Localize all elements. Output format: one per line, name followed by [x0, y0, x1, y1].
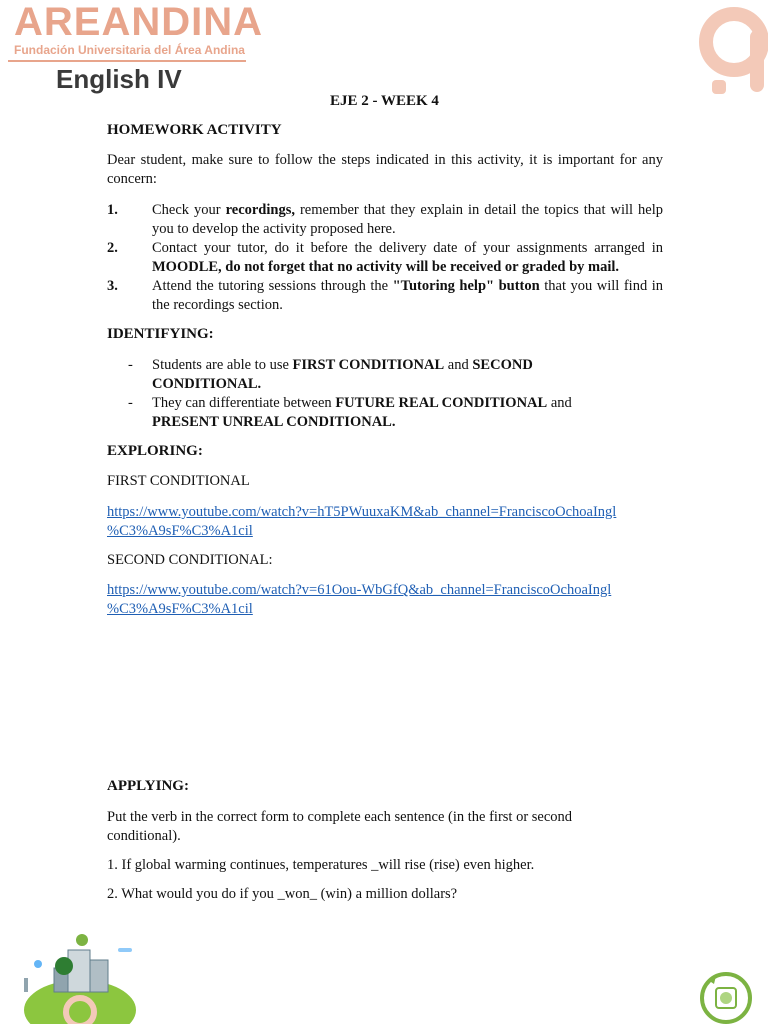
- course-title: English IV: [56, 64, 182, 94]
- brand-subtitle: Fundación Universitaria del Área Andina: [14, 43, 245, 57]
- step-item: [107, 277, 663, 315]
- brand-divider: [8, 60, 246, 62]
- second-conditional-link-line1[interactable]: https://www.youtube.com/watch?v=61Oou-WbGfQ&ab_channel=FranciscoOchoaIngl: [107, 582, 612, 598]
- bullet-dash: -: [128, 395, 133, 411]
- second-conditional-link-line2[interactable]: %C3%A9sF%C3%A1cil: [107, 601, 253, 617]
- step-text: [152, 201, 663, 239]
- bold-text-run: FUTURE REAL CONDITIONAL: [335, 395, 548, 411]
- first-conditional-link[interactable]: [107, 503, 667, 541]
- text-run: and: [444, 357, 473, 373]
- page-title: EJE 2 - WEEK 4: [330, 93, 439, 109]
- applying-heading: APPLYING:: [107, 778, 189, 794]
- recycle-seal-icon: [690, 966, 760, 1024]
- text-run: remember that they explain in detail the topics that will help you to develop the activity proposed here.: [152, 202, 663, 237]
- step-number: 2.: [107, 240, 118, 256]
- text-run: Contact your tutor, do it before the delivery date of your assignments arranged in: [152, 240, 663, 256]
- brand-logo-text: AREANDINA: [14, 0, 263, 44]
- step-number: 1.: [107, 202, 118, 218]
- text-run: Students are able to use: [152, 357, 293, 373]
- step-text: [152, 277, 663, 315]
- identifying-item: [128, 356, 568, 394]
- first-conditional-label: FIRST CONDITIONAL: [107, 473, 250, 489]
- areandina-a-logo-icon: [694, 0, 768, 94]
- bold-text-run: MOODLE, do not forget that no activity will be received or graded by mail.: [152, 259, 620, 275]
- exercise-1: 1. If global warming continues, temperatures _will rise (rise) even higher.: [107, 857, 535, 873]
- bold-text-run: recordings,: [225, 202, 295, 218]
- applying-instruction: Put the verb in the correct form to complete each sentence (in the first or second conditional).: [107, 809, 573, 844]
- exploring-heading: EXPLORING:: [107, 443, 203, 459]
- text-run: and: [547, 395, 572, 411]
- first-conditional-link-line2[interactable]: %C3%A9sF%C3%A1cil: [107, 523, 253, 539]
- identifying-item: [128, 394, 598, 432]
- homework-heading: HOMEWORK ACTIVITY: [107, 122, 282, 138]
- second-conditional-label: SECOND CONDITIONAL:: [107, 552, 273, 568]
- identifying-heading: IDENTIFYING:: [107, 326, 214, 342]
- bold-text-run: "Tutoring help" button: [392, 278, 540, 294]
- bold-text-run: SECOND CONDITIONAL.: [152, 357, 533, 392]
- identifying-text: [152, 394, 598, 432]
- second-conditional-link[interactable]: [107, 581, 667, 619]
- bold-text-run: PRESENT UNREAL CONDITIONAL.: [152, 414, 396, 430]
- eco-city-illustration-icon: [10, 928, 150, 1024]
- step-text: [152, 239, 663, 277]
- intro-paragraph: Dear student, make sure to follow the steps indicated in this activity, it is important for any concern:: [107, 152, 663, 187]
- text-run: They can differentiate between: [152, 395, 336, 411]
- text-run: Attend the tutoring sessions through the: [152, 278, 393, 294]
- text-run: that you will find in the recordings section.: [152, 278, 664, 313]
- bullet-dash: -: [128, 357, 133, 373]
- exercise-2: 2. What would you do if you _won_ (win) a million dollars?: [107, 886, 458, 902]
- step-item: [107, 201, 663, 239]
- bold-text-run: FIRST CONDITIONAL: [292, 357, 445, 373]
- first-conditional-link-line1[interactable]: https://www.youtube.com/watch?v=hT5PWuuxaKM&ab_channel=FranciscoOchoaIngl: [107, 504, 617, 520]
- text-run: Check your: [152, 202, 226, 218]
- identifying-text: [152, 356, 568, 394]
- step-number: 3.: [107, 278, 118, 294]
- step-item: [107, 239, 663, 277]
